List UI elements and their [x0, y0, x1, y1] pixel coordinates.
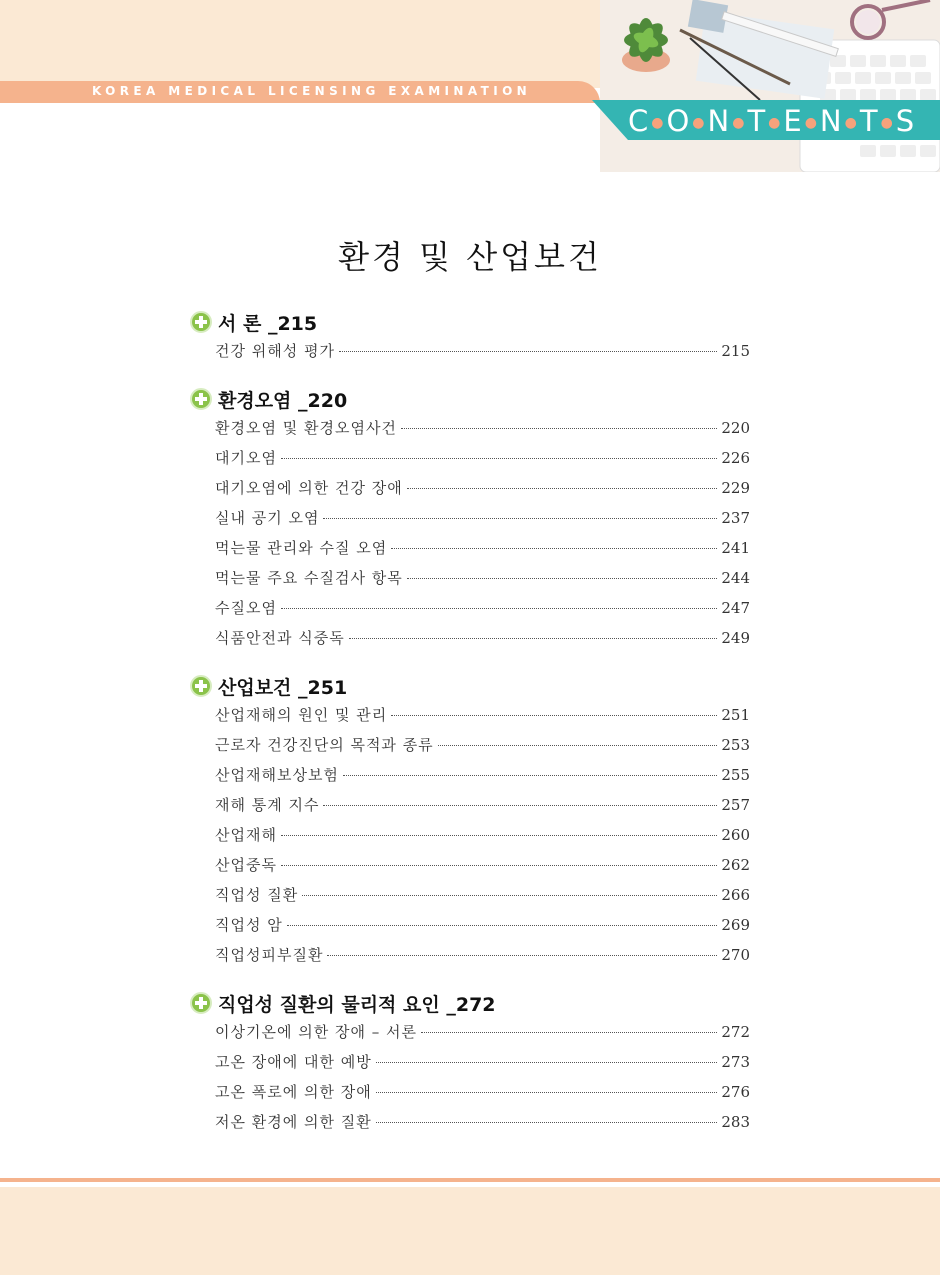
entry-label: 환경오염 및 환경오염사건	[215, 419, 397, 437]
entry-label: 산업재해	[215, 826, 277, 844]
entry-label: 직업성피부질환	[215, 946, 324, 964]
entry-page: 255	[721, 766, 750, 784]
toc-entry[interactable]	[215, 447, 750, 477]
entry-label: 근로자 건강진단의 목적과 종류	[215, 736, 434, 754]
entry-label: 고온 폭로에 의한 장애	[215, 1083, 372, 1101]
toc-entry[interactable]	[215, 764, 750, 794]
page-title: 환경 및 산업보건	[338, 238, 602, 276]
footer-rule	[0, 1178, 940, 1182]
entry-label: 이상기온에 의한 장애 – 서론	[215, 1023, 417, 1041]
toc-entry[interactable]	[215, 1021, 750, 1051]
entry-page: 244	[721, 569, 750, 587]
entry-page: 247	[721, 599, 750, 617]
entry-label: 수질오염	[215, 599, 277, 617]
dot-leader	[349, 638, 718, 639]
entry-label: 건강 위해성 평가	[215, 342, 335, 360]
toc-entry[interactable]	[215, 824, 750, 854]
toc-entry[interactable]	[215, 914, 750, 944]
toc-entry[interactable]	[215, 477, 750, 507]
entry-label: 대기오염	[215, 449, 277, 467]
toc-entry[interactable]	[215, 704, 750, 734]
entry-label: 산업재해의 원인 및 관리	[215, 706, 388, 724]
entry-page: 273	[721, 1053, 750, 1071]
entry-label: 산업중독	[215, 856, 277, 874]
toc-entry[interactable]	[215, 417, 750, 447]
entry-label: 대기오염에 의한 건강 장애	[215, 479, 403, 497]
dot-leader	[327, 955, 717, 956]
section-heading	[190, 383, 750, 415]
section-heading	[190, 306, 750, 338]
dot-leader	[339, 351, 717, 352]
toc-entry[interactable]	[215, 627, 750, 657]
section-title: 직업성 질환의 물리적 요인 _272	[218, 993, 496, 1016]
toc-entry[interactable]	[215, 884, 750, 914]
entry-label: 먹는물 관리와 수질 오염	[215, 539, 388, 557]
section-heading	[190, 670, 750, 702]
entry-page: 272	[721, 1023, 750, 1041]
dot-leader	[401, 428, 717, 429]
dot-leader	[281, 458, 717, 459]
dot-leader	[421, 1032, 717, 1033]
dot-leader	[438, 745, 718, 746]
toc-entry[interactable]	[215, 537, 750, 567]
entry-page: 262	[721, 856, 750, 874]
desk-photo-image	[600, 0, 940, 172]
series-strip	[0, 81, 600, 103]
entry-page: 270	[721, 946, 750, 964]
entry-page: 251	[721, 706, 750, 724]
dot-leader	[323, 805, 717, 806]
dot-leader	[376, 1122, 718, 1123]
toc-entry[interactable]	[215, 944, 750, 974]
toc-section	[190, 987, 750, 1141]
toc-entry[interactable]	[215, 734, 750, 764]
dot-leader	[391, 548, 717, 549]
entry-label: 직업성 암	[215, 916, 283, 934]
entry-page: 226	[721, 449, 750, 467]
toc-entry[interactable]	[215, 507, 750, 537]
entry-page: 257	[721, 796, 750, 814]
entry-label: 실내 공기 오염	[215, 509, 320, 527]
entry-page: 260	[721, 826, 750, 844]
toc-entry[interactable]	[215, 854, 750, 884]
entry-label: 고온 장애에 대한 예방	[215, 1053, 372, 1071]
toc-entry[interactable]	[215, 794, 750, 824]
toc-entry[interactable]	[215, 340, 750, 370]
toc-entry[interactable]	[215, 1111, 750, 1141]
plus-circle-icon	[190, 992, 212, 1014]
dot-leader	[376, 1062, 718, 1063]
dot-leader	[376, 1092, 718, 1093]
contents-heading: C ●O ●N ●T ●E ●N ●T ●S	[628, 104, 916, 138]
entry-page: 241	[721, 539, 750, 557]
dot-leader	[281, 865, 717, 866]
entry-page: 229	[721, 479, 750, 497]
dot-leader	[302, 895, 717, 896]
entry-label: 산업재해보상보험	[215, 766, 339, 784]
entry-label: 저온 환경에 의한 질환	[215, 1113, 372, 1131]
dot-leader	[323, 518, 717, 519]
dot-leader	[407, 578, 718, 579]
toc-entry[interactable]	[215, 597, 750, 627]
series-label: KOREA MEDICAL LICENSING EXAMINATION	[92, 84, 532, 98]
plus-circle-icon	[190, 388, 212, 410]
entry-page: 237	[721, 509, 750, 527]
dot-leader	[343, 775, 717, 776]
dot-leader	[281, 835, 717, 836]
section-title: 환경오염 _220	[218, 389, 348, 412]
entry-label: 먹는물 주요 수질검사 항목	[215, 569, 403, 587]
entry-page: 215	[721, 342, 750, 360]
toc-entry[interactable]	[215, 1051, 750, 1081]
toc-section	[190, 306, 750, 370]
entry-label: 식품안전과 식중독	[215, 629, 345, 647]
entry-label: 재해 통계 지수	[215, 796, 320, 814]
plus-circle-icon	[190, 311, 212, 333]
entry-page: 249	[721, 629, 750, 647]
section-heading	[190, 987, 750, 1019]
entry-page: 269	[721, 916, 750, 934]
toc-entry[interactable]	[215, 567, 750, 597]
dot-leader	[391, 715, 717, 716]
toc-section	[190, 383, 750, 657]
toc-entry[interactable]	[215, 1081, 750, 1111]
toc-section	[190, 670, 750, 974]
dot-leader	[287, 925, 718, 926]
section-title: 산업보건 _251	[218, 676, 348, 699]
entry-page: 253	[721, 736, 750, 754]
dot-leader	[407, 488, 718, 489]
table-of-contents	[190, 303, 750, 1141]
footer-band	[0, 1187, 940, 1275]
plus-circle-icon	[190, 675, 212, 697]
entry-page: 266	[721, 886, 750, 904]
entry-page: 220	[721, 419, 750, 437]
entry-label: 직업성 질환	[215, 886, 299, 904]
dot-leader	[281, 608, 717, 609]
entry-page: 283	[721, 1113, 750, 1131]
entry-page: 276	[721, 1083, 750, 1101]
section-title: 서 론 _215	[218, 312, 318, 335]
